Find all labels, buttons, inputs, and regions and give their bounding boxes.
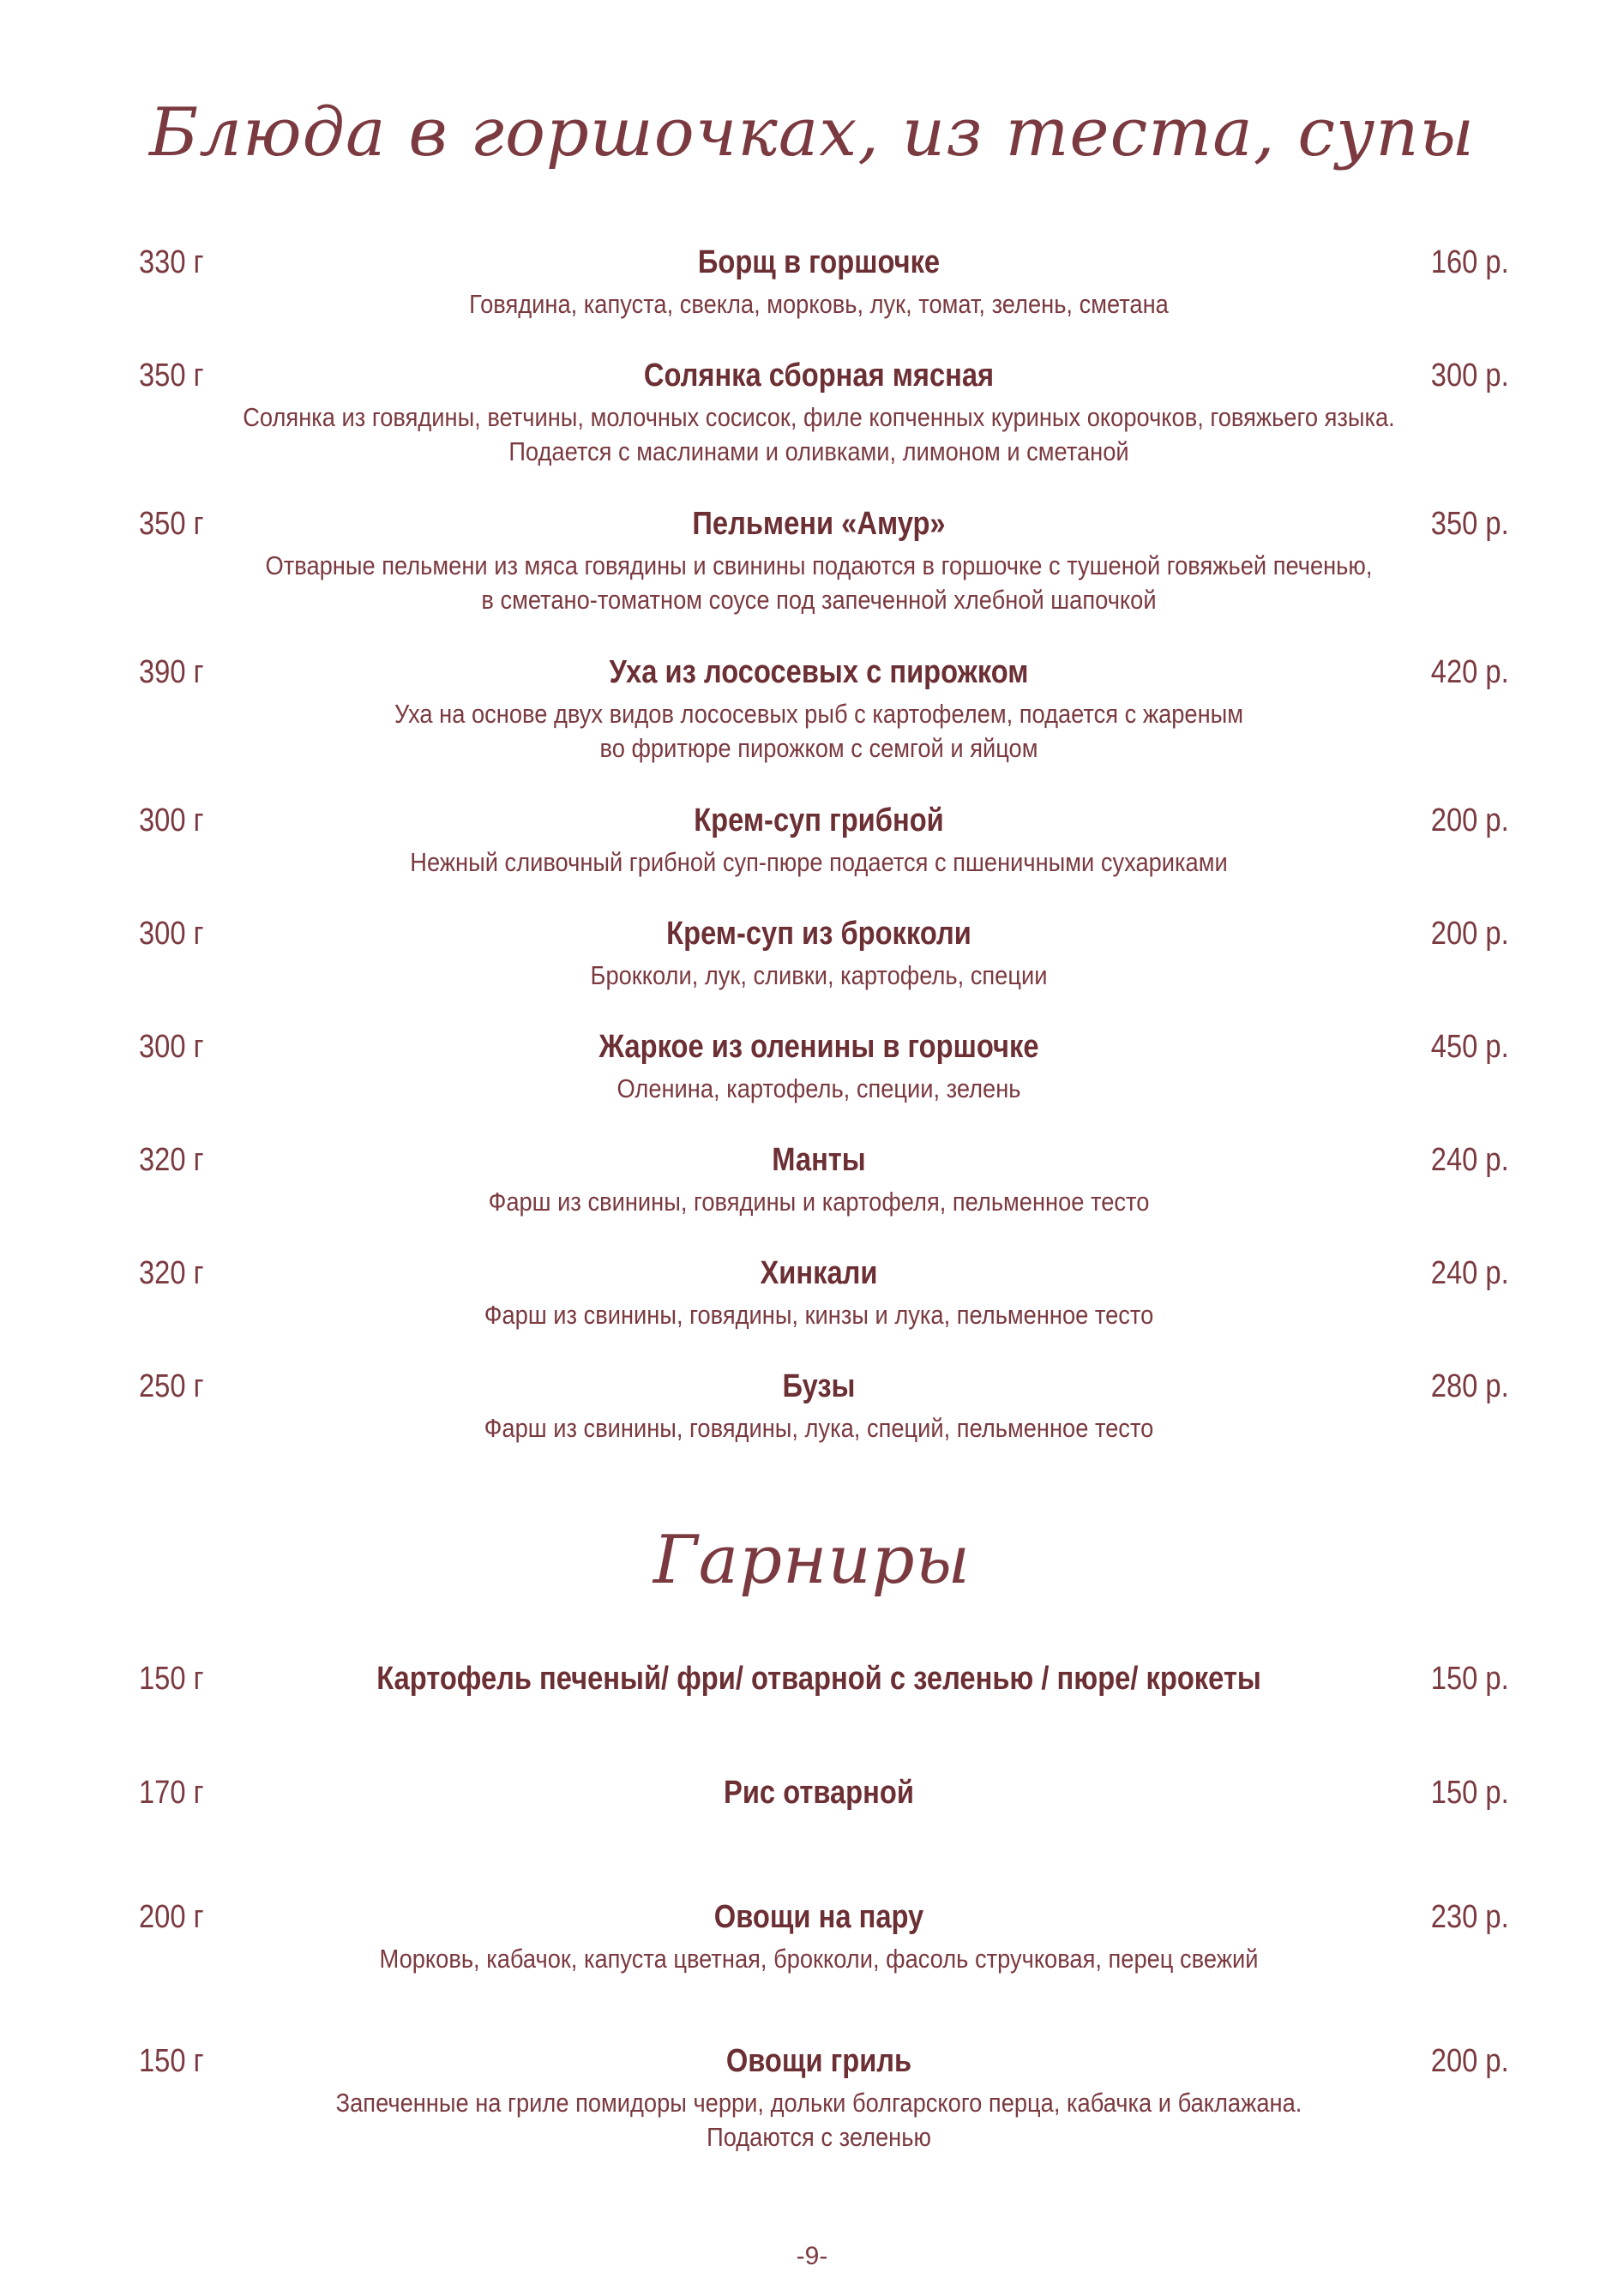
item-description: Отварные пельмени из мяса говядины и свинины подаются в горшочке с тушеной говяжьей печенью,: [265, 550, 1373, 580]
item-price: 240 р.: [1431, 1142, 1509, 1178]
item-weight: 150 г: [139, 1661, 204, 1697]
item-weight: 150 г: [139, 2043, 204, 2079]
item-name: Картофель печеный/ фри/ отварной с зеленью / пюре/ крокеты: [376, 1661, 1261, 1697]
menu-item: [129, 916, 1509, 993]
item-weight: 330 г: [139, 244, 204, 280]
item-price: 280 р.: [1431, 1368, 1509, 1404]
item-description: Подаются с зеленью: [707, 2122, 931, 2152]
item-name: Жаркое из оленины в горшочке: [598, 1029, 1039, 1065]
item-price: 240 р.: [1431, 1255, 1509, 1291]
menu-item: [129, 1255, 1509, 1332]
item-name: Крем-суп из брокколи: [666, 916, 971, 952]
item-description: Фарш из свинины, говядины, кинзы и лука, пельменное тесто: [484, 1300, 1154, 1330]
item-name: Овощи гриль: [725, 2043, 912, 2079]
item-price: 160 р.: [1431, 244, 1509, 280]
item-description: Запеченные на гриле помидоры черри, дольки болгарского перца, кабачка и баклажана.: [335, 2088, 1302, 2118]
item-description: Морковь, кабачок, капуста цветная, брокколи, фасоль стручковая, перец свежий: [379, 1944, 1259, 1974]
item-weight: 170 г: [139, 1775, 204, 1811]
item-price: 200 р.: [1431, 916, 1509, 952]
item-weight: 200 г: [139, 1899, 204, 1935]
item-name: Солянка сборная мясная: [643, 358, 995, 394]
item-weight: 350 г: [139, 358, 204, 394]
item-weight: 350 г: [139, 506, 204, 542]
item-price: 150 р.: [1431, 1661, 1509, 1697]
item-name: Уха из лососевых с пирожком: [609, 654, 1029, 690]
item-name: Овощи на пару: [713, 1899, 924, 1935]
item-weight: 320 г: [139, 1142, 204, 1178]
item-weight: 250 г: [139, 1368, 204, 1404]
item-name: Манты: [772, 1142, 866, 1178]
item-description: в сметано-томатном соусе под запеченной хлебной шапочкой: [481, 585, 1157, 615]
item-name: Пельмени «Амур»: [692, 506, 946, 542]
item-name: Крем-суп грибной: [694, 802, 944, 838]
item-description: Брокколи, лук, сливки, картофель, специи: [590, 960, 1048, 990]
menu-item: [129, 1142, 1509, 1219]
item-description: Фарш из свинины, говядины и картофеля, пельменное тесто: [488, 1187, 1150, 1217]
item-price: 200 р.: [1431, 2043, 1509, 2079]
menu-item: [129, 1029, 1509, 1106]
menu-item: [129, 802, 1509, 880]
item-price: 200 р.: [1431, 802, 1509, 838]
item-name: Хинкали: [760, 1255, 878, 1291]
menu-item: [129, 506, 1509, 617]
item-name: Бузы: [782, 1368, 856, 1404]
item-description: Солянка из говядины, ветчины, молочных сосисок, филе копченных куриных окорочков, говяжьего языка.: [243, 402, 1395, 432]
item-name: Рис отварной: [724, 1775, 914, 1811]
item-price: 230 р.: [1431, 1899, 1509, 1935]
section-title-garnishes: Гарниры: [653, 1522, 971, 1599]
menu-item: [129, 1899, 1509, 1976]
item-price: 150 р.: [1431, 1775, 1509, 1811]
menu-item: [129, 2043, 1509, 2155]
section-title-pots-dough-soups: Блюда в горшочках, из теста, супы: [148, 94, 1476, 171]
item-description: Уха на основе двух видов лососевых рыб с картофелем, подается с жареным: [394, 699, 1244, 729]
item-description: Фарш из свинины, говядины, лука, специй, пельменное тесто: [484, 1413, 1154, 1443]
item-weight: 300 г: [139, 916, 204, 952]
item-price: 450 р.: [1431, 1029, 1509, 1065]
item-weight: 300 г: [139, 1029, 204, 1065]
item-description: Нежный сливочный грибной суп-пюре подается с пшеничными сухариками: [410, 847, 1228, 877]
menu-item: [129, 358, 1509, 469]
page-number: -9-: [796, 2242, 828, 2270]
item-description: Подается с маслинами и оливками, лимоном и сметаной: [508, 436, 1129, 466]
item-price: 420 р.: [1431, 654, 1509, 690]
item-description: Оленина, картофель, специи, зелень: [617, 1073, 1021, 1103]
item-weight: 300 г: [139, 802, 204, 838]
item-description: во фритюре пирожком с семгой и яйцом: [599, 733, 1038, 763]
item-description: Говядина, капуста, свекла, морковь, лук, томат, зелень, сметана: [469, 289, 1169, 319]
item-weight: 320 г: [139, 1255, 204, 1291]
menu-item: [129, 1775, 1509, 1818]
item-name: Борщ в горшочке: [697, 244, 941, 280]
menu-item: [129, 244, 1509, 322]
item-weight: 390 г: [139, 654, 204, 690]
menu-item: [129, 654, 1509, 766]
menu-item: [129, 1661, 1509, 1704]
menu-item: [129, 1368, 1509, 1446]
item-price: 300 р.: [1431, 358, 1509, 394]
item-price: 350 р.: [1431, 506, 1509, 542]
